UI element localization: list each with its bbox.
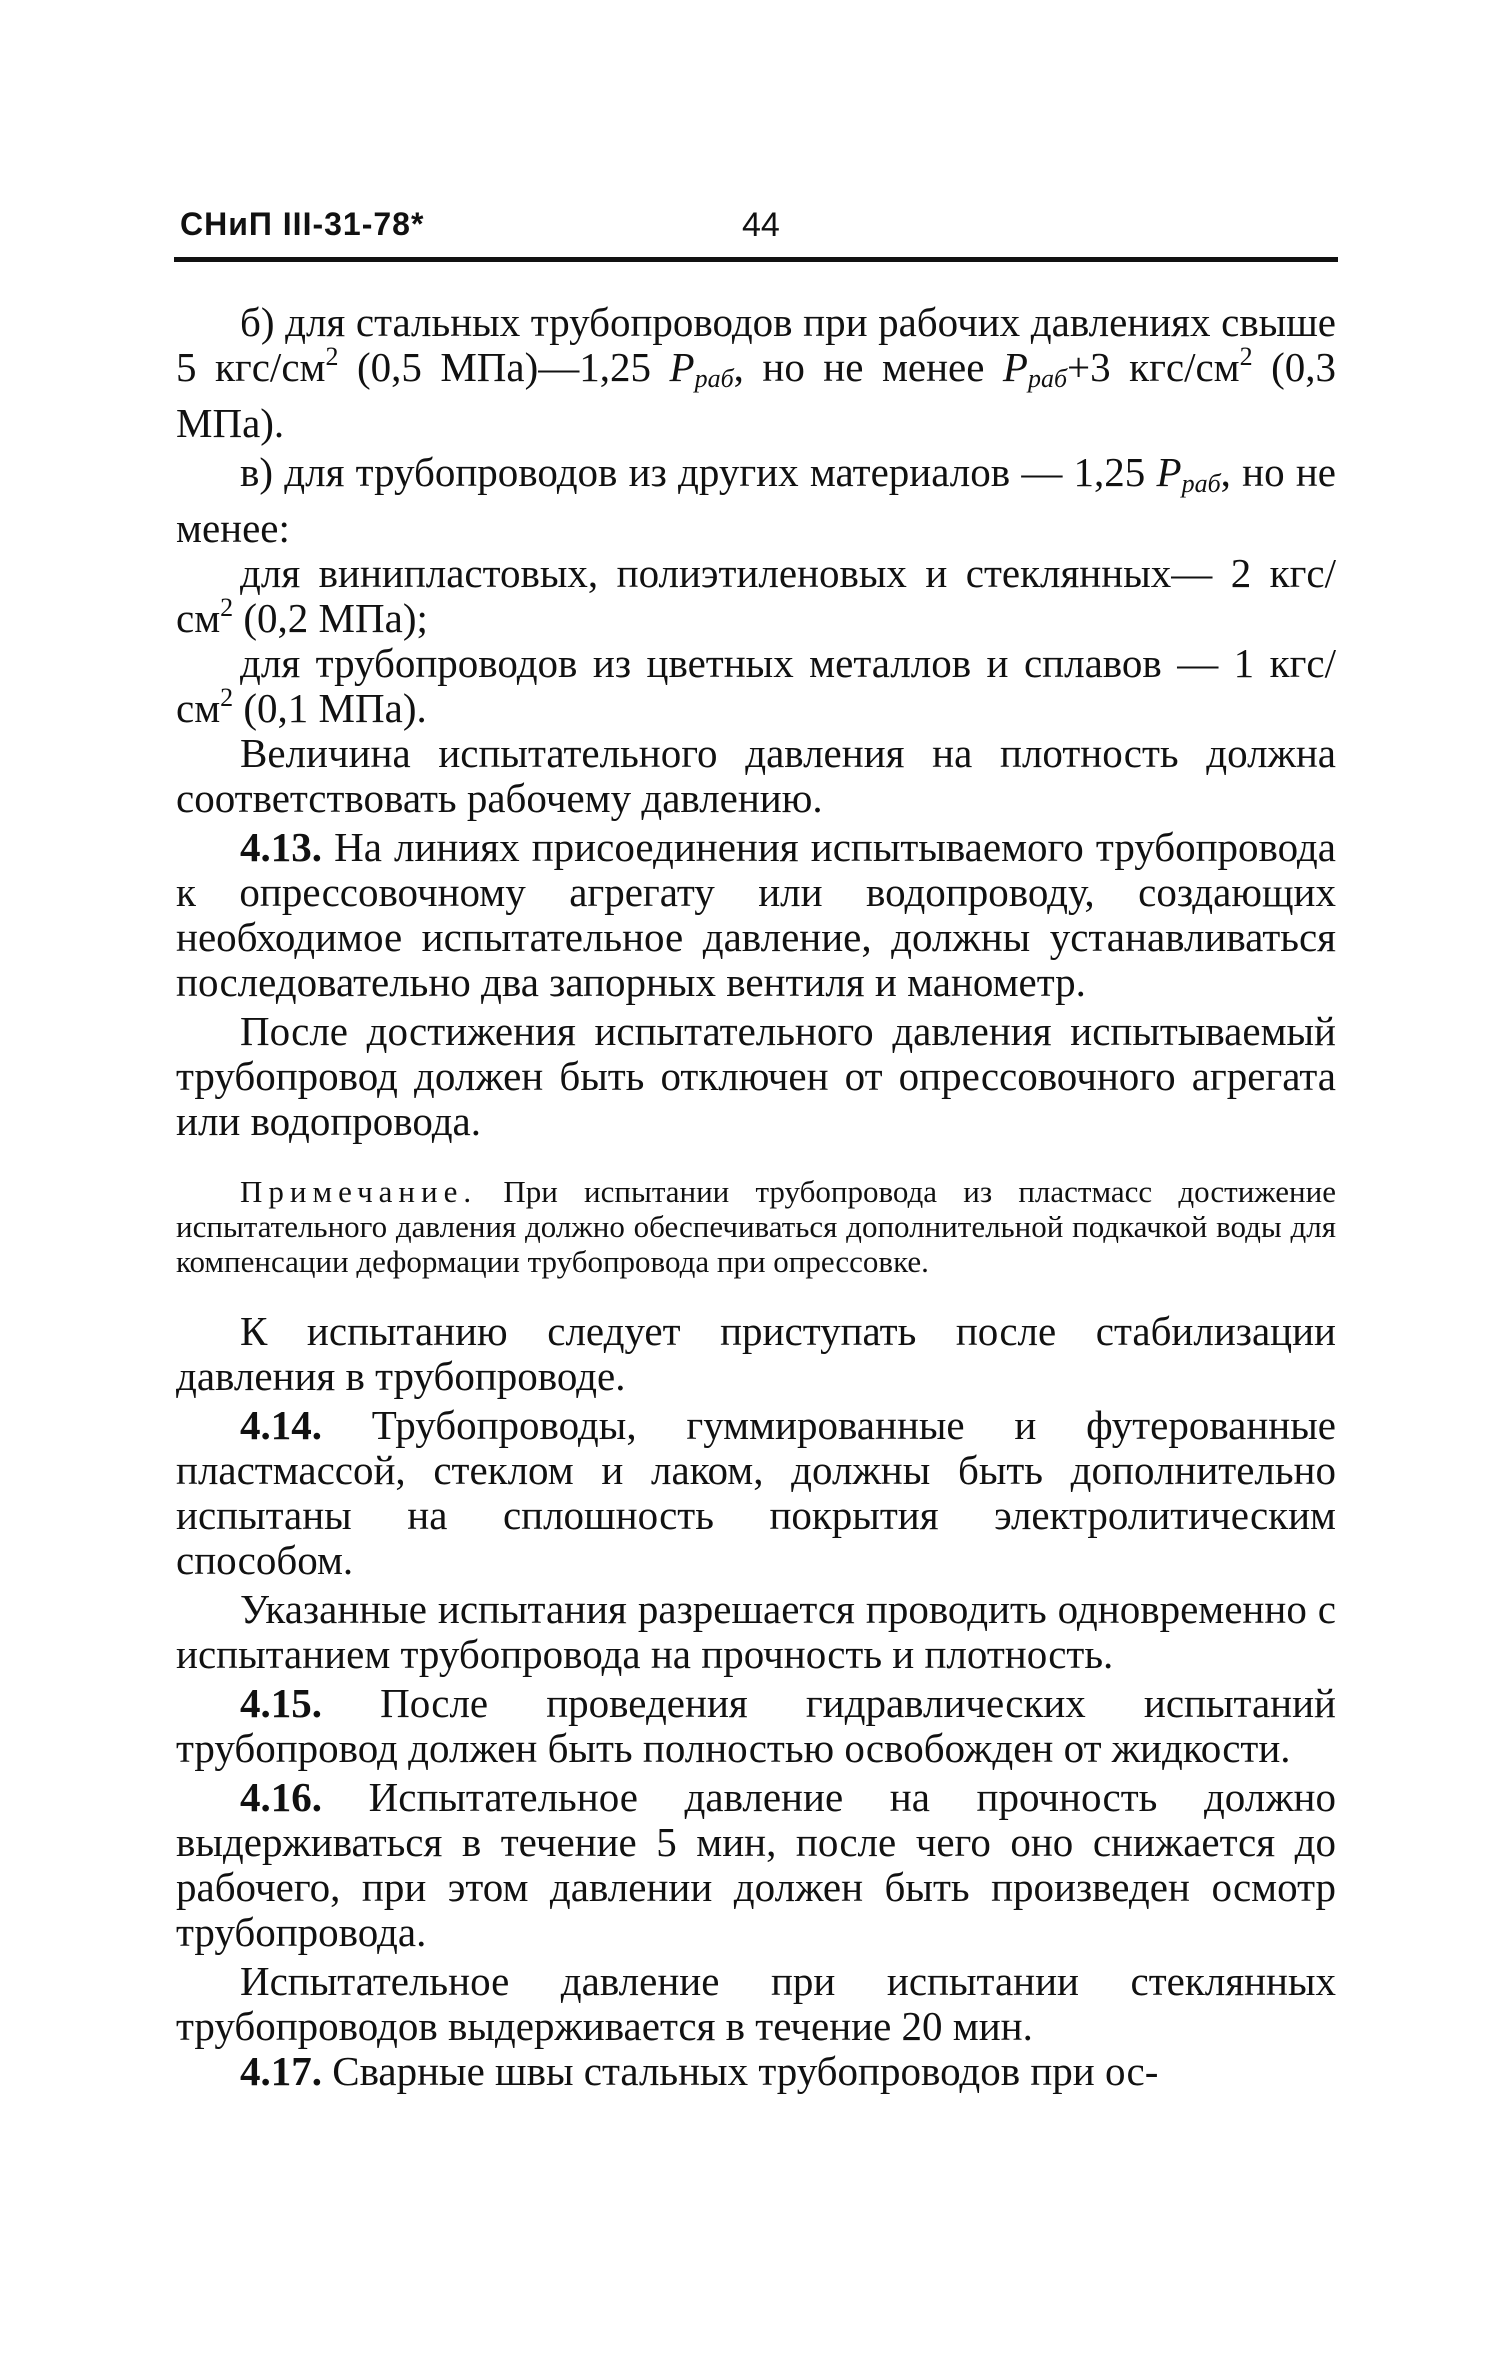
header-rule — [174, 257, 1338, 262]
paragraph-other-materials: в) для трубопроводов из других материалов — 1,25 $P_{раб}$, но не менее: — [176, 449, 1336, 551]
note: Примечание. При испытании трубопровода из пластмасс достижение испытательного давления должно обеспечиваться дополнительной подкачкой воды для компенсации деформации трубопровода при опрессовке. — [176, 1174, 1336, 1279]
section-4-17: 4.17. Сварные швы стальных трубопроводов при ос- — [240, 2048, 1159, 2094]
paragraph-steel-pipelines: б) для стальных трубопроводов при рабочих давлениях свыше 5 кгс/$см^2$ (0,5 МПа)—1,25 $P_{раб}$, но не менее $P_{раб}+3$ кгс/$см^2$ (0,3 МПа). — [176, 299, 1337, 446]
paragraph-glass-pipelines: Испытательное давление при испытании стеклянных трубопроводов выдерживается в течение 20 мин. — [176, 1958, 1336, 2049]
section-4-16: 4.16. Испытательное давление на прочность должно выдерживаться в течение 5 мин, после чего оно снижается до рабочего, при этом давлении должен быть произведен осмотр трубопровода. — [176, 1774, 1336, 1955]
paragraph-stabilization: К испытанию следует приступать после стабилизации давления в трубопроводе. — [176, 1308, 1336, 1399]
section-4-15: 4.15. После проведения гидравлических испытаний трубопровод должен быть полностью освобожден от жидкости. — [176, 1680, 1336, 1771]
paragraph-tightness-pressure: Величина испытательного давления на плотность должна соответствовать рабочему давлению. — [176, 730, 1336, 821]
section-number: 4.16. — [240, 1774, 322, 1820]
page-number: 44 — [742, 206, 780, 244]
page-header — [180, 206, 1340, 256]
section-4-14: 4.14. Трубопроводы, гуммированные и футерованные пластмассой, стеклом и лаком, должны быть дополнительно испытаны на сплошность покрытия электролитическим способом. — [176, 1402, 1336, 1583]
document-code: СНиП III-31-78* — [180, 206, 425, 242]
note-label: Примечание. — [240, 1174, 478, 1209]
paragraph-simultaneous-test: Указанные испытания разрешается проводить одновременно с испытанием трубопровода на прочность и плотность. — [176, 1586, 1336, 1677]
paragraph-vinyl-polyethylene-glass: для винипластовых, полиэтиленовых и стеклянных— 2 кгс/$см^2$ (0,2 МПа); — [176, 550, 1336, 641]
section-number: 4.15. — [240, 1680, 322, 1726]
paragraph-after-pressure: После достижения испытательного давления испытываемый трубопровод должен быть отключен от опрессовочного агрегата или водопровода. — [176, 1008, 1336, 1144]
paragraph-nonferrous-metals: для трубопроводов из цветных металлов и сплавов — 1 кгс/$см^2$ (0,1 МПа). — [176, 640, 1336, 731]
page-body — [176, 300, 1336, 2094]
section-number: 4.14. — [240, 1402, 322, 1448]
section-number: 4.17. — [240, 2048, 322, 2094]
section-4-13: 4.13. На линиях присоединения испытываемого трубопровода к опрессовочному агрегату или водопроводу, создающих необходимое испытательное давление, должны устанавливаться последовательно два запорных вентиля и манометр. — [176, 824, 1336, 1005]
section-number: 4.13. — [240, 824, 322, 870]
